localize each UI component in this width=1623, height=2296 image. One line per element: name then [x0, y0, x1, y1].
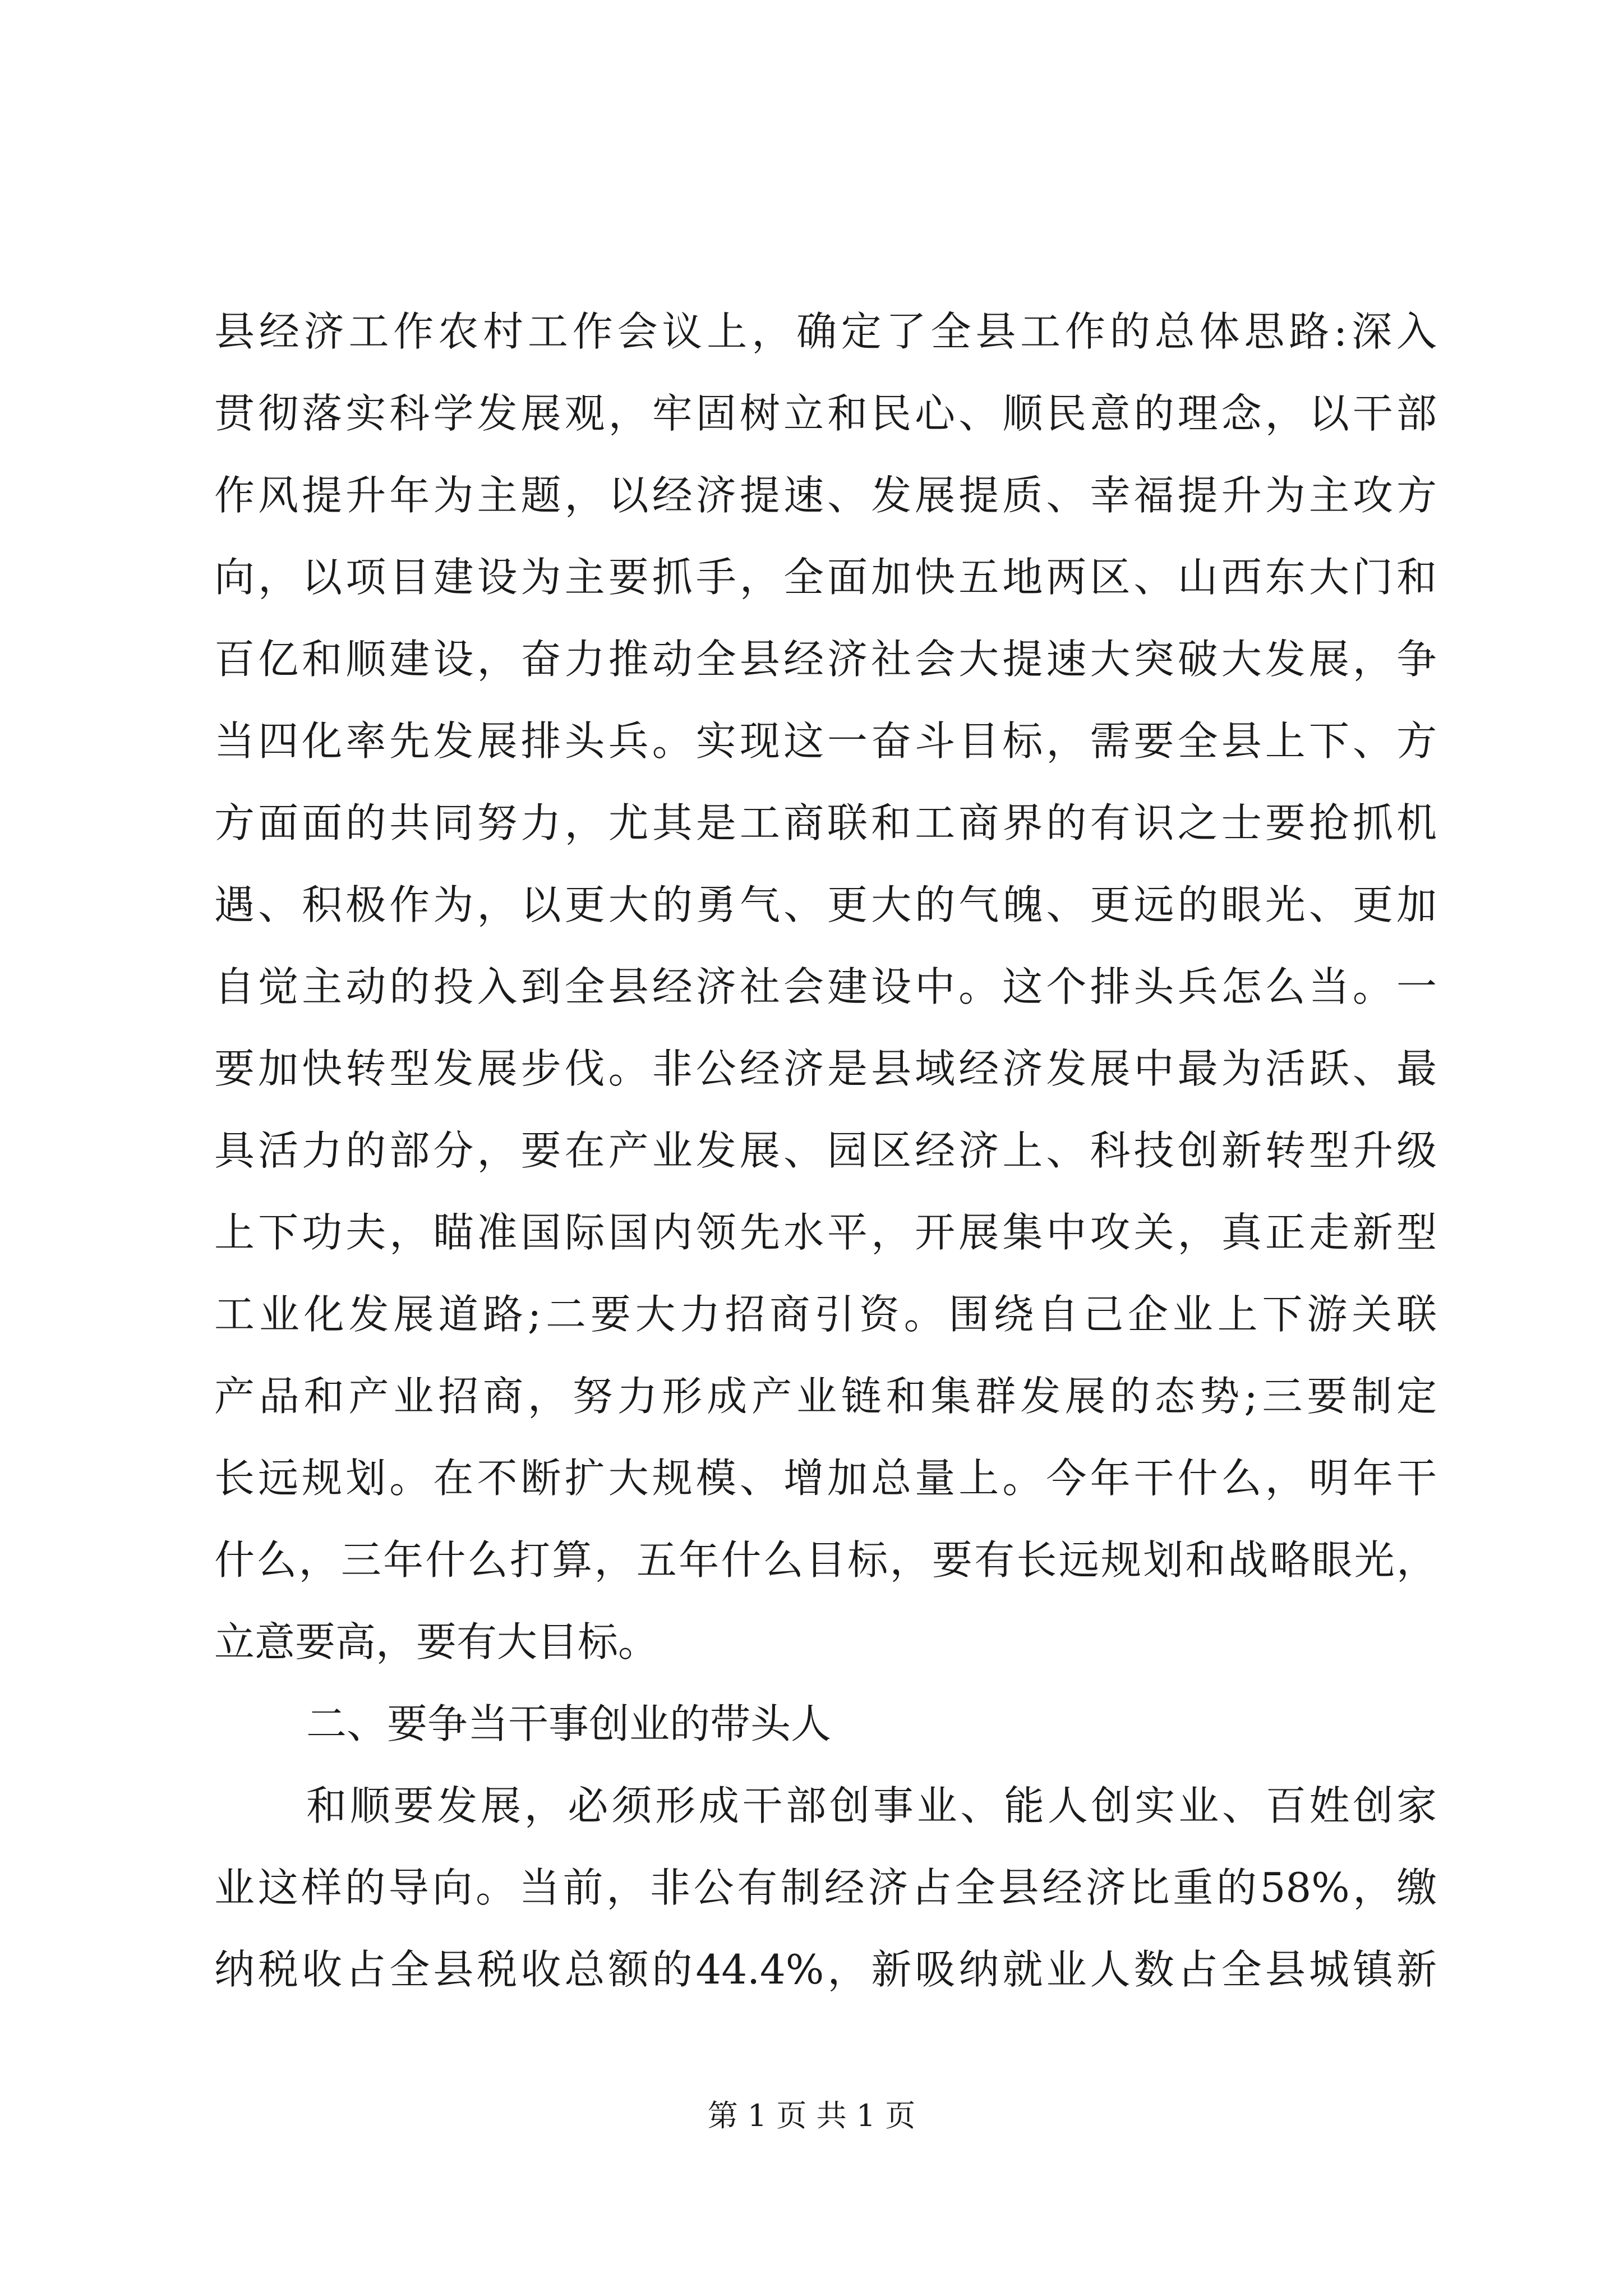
- body-line-paragraph-start: 和顺要发展，必须形成干部创事业、能人创实业、百姓创家: [306, 1782, 1437, 1829]
- body-line: 向，以项目建设为主要抓手，全面加快五地两区、山西东大门和: [214, 554, 1437, 601]
- body-line: 工业化发展道路;二要大力招商引资。围绕自己企业上下游关联: [214, 1291, 1437, 1338]
- body-line: 贯彻落实科学发展观，牢固树立和民心、顺民意的理念，以干部: [214, 390, 1437, 437]
- body-line: 纳税收占全县税收总额的44.4%，新吸纳就业人数占全县城镇新: [214, 1946, 1437, 1993]
- page-footer: [0, 2093, 1623, 2138]
- page-number-label: 第 1 页 共 1 页: [707, 2098, 916, 2133]
- body-line: 要加快转型发展步伐。非公经济是县域经济发展中最为活跃、最: [214, 1045, 1437, 1092]
- section-heading: 二、要争当干事创业的带头人: [306, 1700, 832, 1747]
- body-line: 上下功夫，瞄准国际国内领先水平，开展集中攻关，真正走新型: [214, 1209, 1437, 1256]
- body-line: 县经济工作农村工作会议上，确定了全县工作的总体思路:深入: [214, 308, 1437, 355]
- body-line: 长远规划。在不断扩大规模、增加总量上。今年干什么，明年干: [214, 1455, 1437, 1502]
- body-line: 遇、积极作为，以更大的勇气、更大的气魄、更远的眼光、更加: [214, 881, 1437, 928]
- body-line-paragraph-end: 立意要高，要有大目标。: [214, 1618, 659, 1665]
- body-line: 产品和产业招商，努力形成产业链和集群发展的态势;三要制定: [214, 1373, 1437, 1420]
- body-line: 业这样的导向。当前，非公有制经济占全县经济比重的58%，缴: [214, 1864, 1437, 1911]
- body-line: 百亿和顺建设，奋力推动全县经济社会大提速大突破大发展，争: [214, 636, 1437, 683]
- body-line: 作风提升年为主题，以经济提速、发展提质、幸福提升为主攻方: [214, 472, 1437, 519]
- body-line: 当四化率先发展排头兵。实现这一奋斗目标，需要全县上下、方: [214, 717, 1437, 765]
- body-line: 方面面的共同努力，尤其是工商联和工商界的有识之士要抢抓机: [214, 799, 1437, 846]
- body-line: 什么，三年什么打算，五年什么目标，要有长远规划和战略眼光，: [214, 1536, 1437, 1584]
- document-body: [214, 291, 1437, 2010]
- body-line: 具活力的部分，要在产业发展、园区经济上、科技创新转型升级: [214, 1127, 1437, 1174]
- body-line: 自觉主动的投入到全县经济社会建设中。这个排头兵怎么当。一: [214, 963, 1437, 1010]
